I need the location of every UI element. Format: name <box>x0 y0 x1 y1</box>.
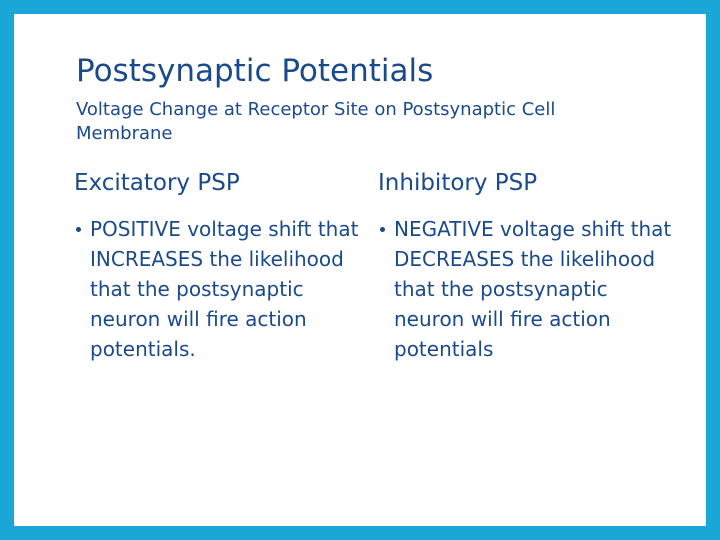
inhibitory-bullet-text: NEGATIVE voltage shift that DECREASES the likelihood that the postsynaptic neuron will fire action potentials <box>394 217 672 361</box>
list-item <box>378 214 678 364</box>
excitatory-bullet-list <box>74 214 374 364</box>
excitatory-column <box>74 170 374 364</box>
inhibitory-heading: Inhibitory PSP <box>378 170 538 196</box>
slide-subtitle: Voltage Change at Receptor Site on Postsynaptic Cell Membrane <box>76 99 556 144</box>
inhibitory-column <box>378 170 678 364</box>
excitatory-bullet-text: POSITIVE voltage shift that INCREASES the likelihood that the postsynaptic neuron will fire action potentials. <box>90 217 359 361</box>
slide-title: Postsynaptic Potentials <box>76 53 434 89</box>
bullet-icon <box>76 227 81 232</box>
inhibitory-bullet-list <box>378 214 678 364</box>
slide <box>14 14 706 526</box>
excitatory-heading: Excitatory PSP <box>74 170 240 196</box>
bullet-icon <box>380 227 385 232</box>
list-item <box>74 214 374 364</box>
